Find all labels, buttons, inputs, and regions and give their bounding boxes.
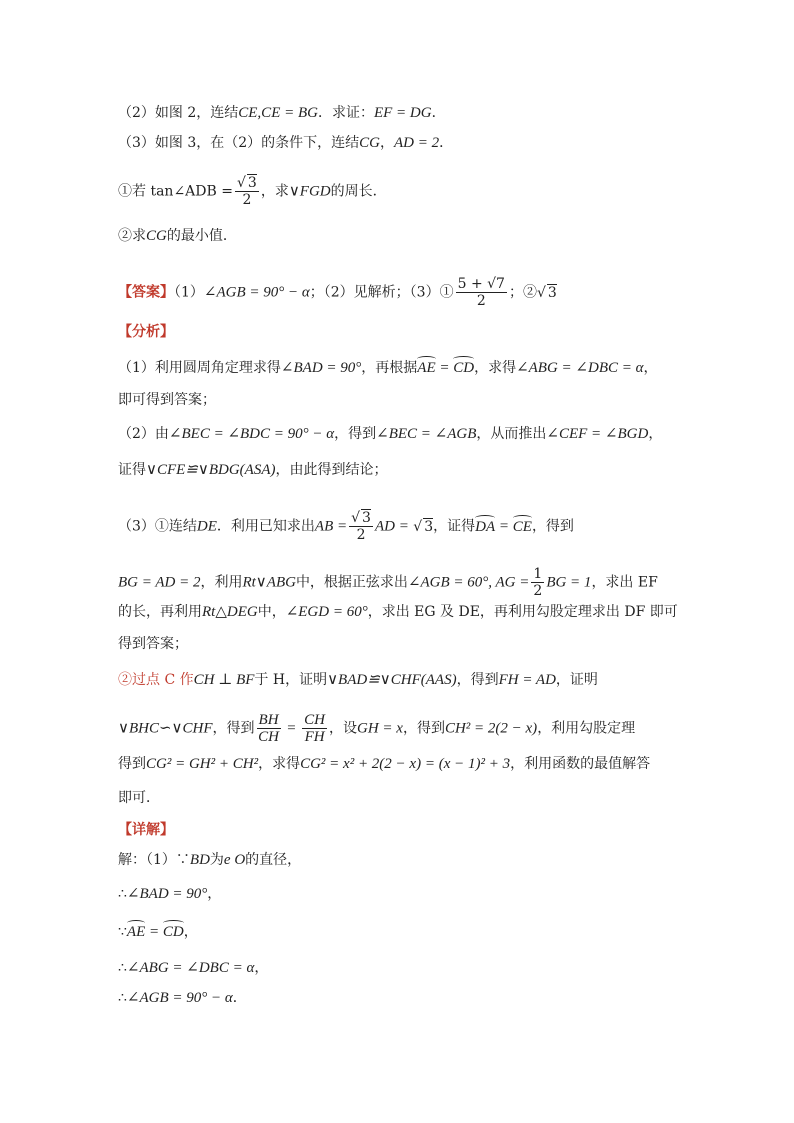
- analysis-line-12: 即可．: [118, 790, 160, 806]
- text: 的长，再利用: [118, 604, 202, 620]
- analysis-line-6: [118, 566, 658, 599]
- math: ∠BEC = ∠BDC = 90° − α: [168, 426, 335, 442]
- math: =: [495, 518, 513, 535]
- text: ，求得: [474, 360, 517, 376]
- text: ．: [439, 135, 454, 151]
- text: ，利用函数的最值解答: [510, 756, 651, 772]
- sqrt: √ 3: [536, 284, 557, 301]
- math: ∨FGD: [288, 183, 331, 200]
- math: CH ⊥ BF: [193, 672, 255, 688]
- analysis-line-7: [118, 602, 678, 622]
- math: ∨BHC∽∨CHF: [118, 720, 213, 737]
- text: 为: [209, 852, 224, 868]
- text: 证得: [118, 462, 146, 478]
- math: e O: [223, 852, 246, 868]
- analysis-line-9: [118, 670, 598, 690]
- question-3: [118, 133, 453, 153]
- answer-line: [118, 276, 557, 309]
- text: ，由此得到结论；: [275, 462, 388, 478]
- math: ∠CEF = ∠BGD: [546, 426, 649, 442]
- math: ∠BAD = 90°: [280, 360, 362, 376]
- text: ，得到: [334, 426, 377, 442]
- math: BG = 1: [546, 574, 592, 591]
- math: Rt△DEG: [202, 604, 258, 620]
- math: CG: [146, 228, 167, 244]
- answer-tag: 【答案】: [118, 284, 174, 301]
- text: 中，: [257, 604, 286, 620]
- detail-line-5: [118, 988, 247, 1008]
- text: ，设: [329, 720, 357, 737]
- text: ，: [254, 960, 269, 976]
- math: =: [435, 360, 454, 376]
- detail-line-4: [118, 958, 268, 978]
- text: ，得到: [212, 720, 255, 737]
- math: ∠BEC = ∠AGB: [376, 426, 477, 442]
- analysis-line-3: [118, 424, 662, 444]
- text: ，再根据: [361, 360, 418, 376]
- text: ，求得: [258, 756, 301, 772]
- text: 于 H，证明: [254, 672, 328, 688]
- math: ∨CFE≌∨BDG(ASA): [146, 462, 276, 478]
- text: 得到: [118, 756, 146, 772]
- text: ∴: [118, 990, 127, 1006]
- text: （2）由: [118, 426, 169, 442]
- text: ；（2）见解析；（3）①: [309, 284, 454, 301]
- question-3-part-2: [118, 226, 237, 246]
- math: =: [145, 924, 163, 940]
- text: （3）①连结: [118, 518, 197, 535]
- analysis-line-10: [118, 712, 635, 745]
- text: ，利用勾股定理: [537, 720, 636, 737]
- text: 中，根据正弦求出: [295, 574, 408, 591]
- fraction: $\frac{5 + √7}{2}$: [457, 276, 505, 309]
- math: ∨BAD≌∨CHF(AAS): [327, 672, 457, 688]
- arc: CD: [162, 924, 184, 940]
- fraction: $\frac{BH}{CH}$: [258, 712, 279, 745]
- math: CE,CE = BG: [238, 105, 318, 121]
- math: EF = DG: [373, 105, 432, 121]
- text: （2）如图 2，连结: [118, 105, 239, 121]
- math: CH² = 2(2 − x): [444, 720, 538, 737]
- math: ∠ABG = ∠DBC = α: [516, 360, 644, 376]
- text: 解：（1）∵: [118, 852, 190, 868]
- text: ②求: [118, 228, 146, 244]
- arc: AE: [126, 924, 146, 940]
- text: ，得到: [531, 518, 574, 535]
- text: （1）利用圆周角定理求得: [118, 360, 281, 376]
- math: GH = x: [357, 720, 403, 737]
- text: ，: [207, 886, 222, 902]
- arc: CD: [453, 360, 475, 376]
- math: BD: [189, 852, 210, 868]
- math: BG = AD = 2: [118, 574, 201, 591]
- math: ∠AGB = 90° − α: [126, 990, 233, 1006]
- math: ∠AGB = 60°, AG =: [407, 574, 530, 591]
- math: Rt∨ABG: [242, 574, 296, 591]
- text: ，: [643, 360, 658, 376]
- arc: CE: [512, 518, 532, 535]
- analysis-line-4: [118, 460, 388, 480]
- text: ，从而推出: [476, 426, 547, 442]
- text: ，利用: [200, 574, 243, 591]
- arc: DA: [475, 518, 496, 535]
- analysis-tag: 【分析】: [118, 324, 174, 340]
- analysis-line-5: [118, 510, 574, 543]
- math: DE: [196, 518, 217, 535]
- fraction: $\frac{√ 3}{2}$: [351, 510, 371, 543]
- math: ∠EGD = 60°: [285, 604, 368, 620]
- fraction: $\frac{√ 3}{2}$: [236, 175, 257, 208]
- fraction: $\frac{CH}{FH}$: [304, 712, 325, 745]
- question-3-part-1: [118, 175, 387, 208]
- text: ，: [380, 135, 395, 151]
- text: ，: [183, 924, 198, 940]
- text: ①若 tan∠ADB =: [118, 183, 233, 200]
- analysis-line-8: 得到答案；: [118, 636, 188, 652]
- math: CG: [359, 135, 381, 151]
- question-2: [118, 103, 446, 123]
- text: ，得到: [402, 720, 445, 737]
- analysis-line-1: [118, 358, 658, 378]
- math: ∠ABG = ∠DBC = α: [126, 960, 255, 976]
- text: 的直径，: [245, 852, 302, 868]
- text: ∵: [118, 924, 127, 940]
- math: FH = AD: [498, 672, 556, 688]
- math: CG² = x² + 2(2 − x) = (x − 1)² + 3: [300, 756, 511, 772]
- text: ，证得: [433, 518, 476, 535]
- text: ．利用已知求出: [216, 518, 315, 535]
- text: ∴: [118, 886, 127, 902]
- math: ∠AGB = 90° − α: [203, 284, 310, 301]
- analysis-line-11: [118, 754, 650, 774]
- math: ∠BAD = 90°: [126, 886, 208, 902]
- detail-line-1: [118, 850, 301, 870]
- text: 的最小值．: [166, 228, 237, 244]
- text: ，求: [260, 183, 289, 200]
- sqrt: √ 3: [413, 518, 434, 535]
- arc: AE: [417, 360, 436, 376]
- text: ．: [431, 105, 446, 121]
- math: CG² = GH² + CH²: [146, 756, 259, 772]
- text: ．: [232, 990, 247, 1006]
- analysis-line-2: 即可得到答案；: [118, 392, 216, 408]
- text: ，求出 EF: [591, 574, 658, 591]
- detail-tag: 【详解】: [118, 822, 174, 838]
- text: （3）如图 3，在（2）的条件下，连结: [118, 135, 360, 151]
- text: ，得到: [456, 672, 499, 688]
- math: AB =: [314, 518, 348, 535]
- text: ．求证：: [317, 105, 374, 121]
- fraction: $\frac{1}{2}$: [533, 566, 543, 599]
- text: ，: [648, 426, 663, 442]
- text: （1）: [174, 284, 204, 301]
- math: AD = 2: [394, 135, 440, 151]
- text: ，证明: [555, 672, 598, 688]
- text: ，求出 EG 及 DE，再利用勾股定理求出 DF 即可: [367, 604, 678, 620]
- text: 的周长．: [330, 183, 387, 200]
- text: ∴: [118, 960, 127, 976]
- math: AD =: [374, 518, 409, 535]
- text: ；②: [508, 284, 537, 301]
- detail-line-2: [118, 884, 221, 904]
- detail-line-3: [118, 922, 198, 942]
- math: =: [282, 720, 301, 737]
- text: ②过点 C 作: [118, 672, 194, 688]
